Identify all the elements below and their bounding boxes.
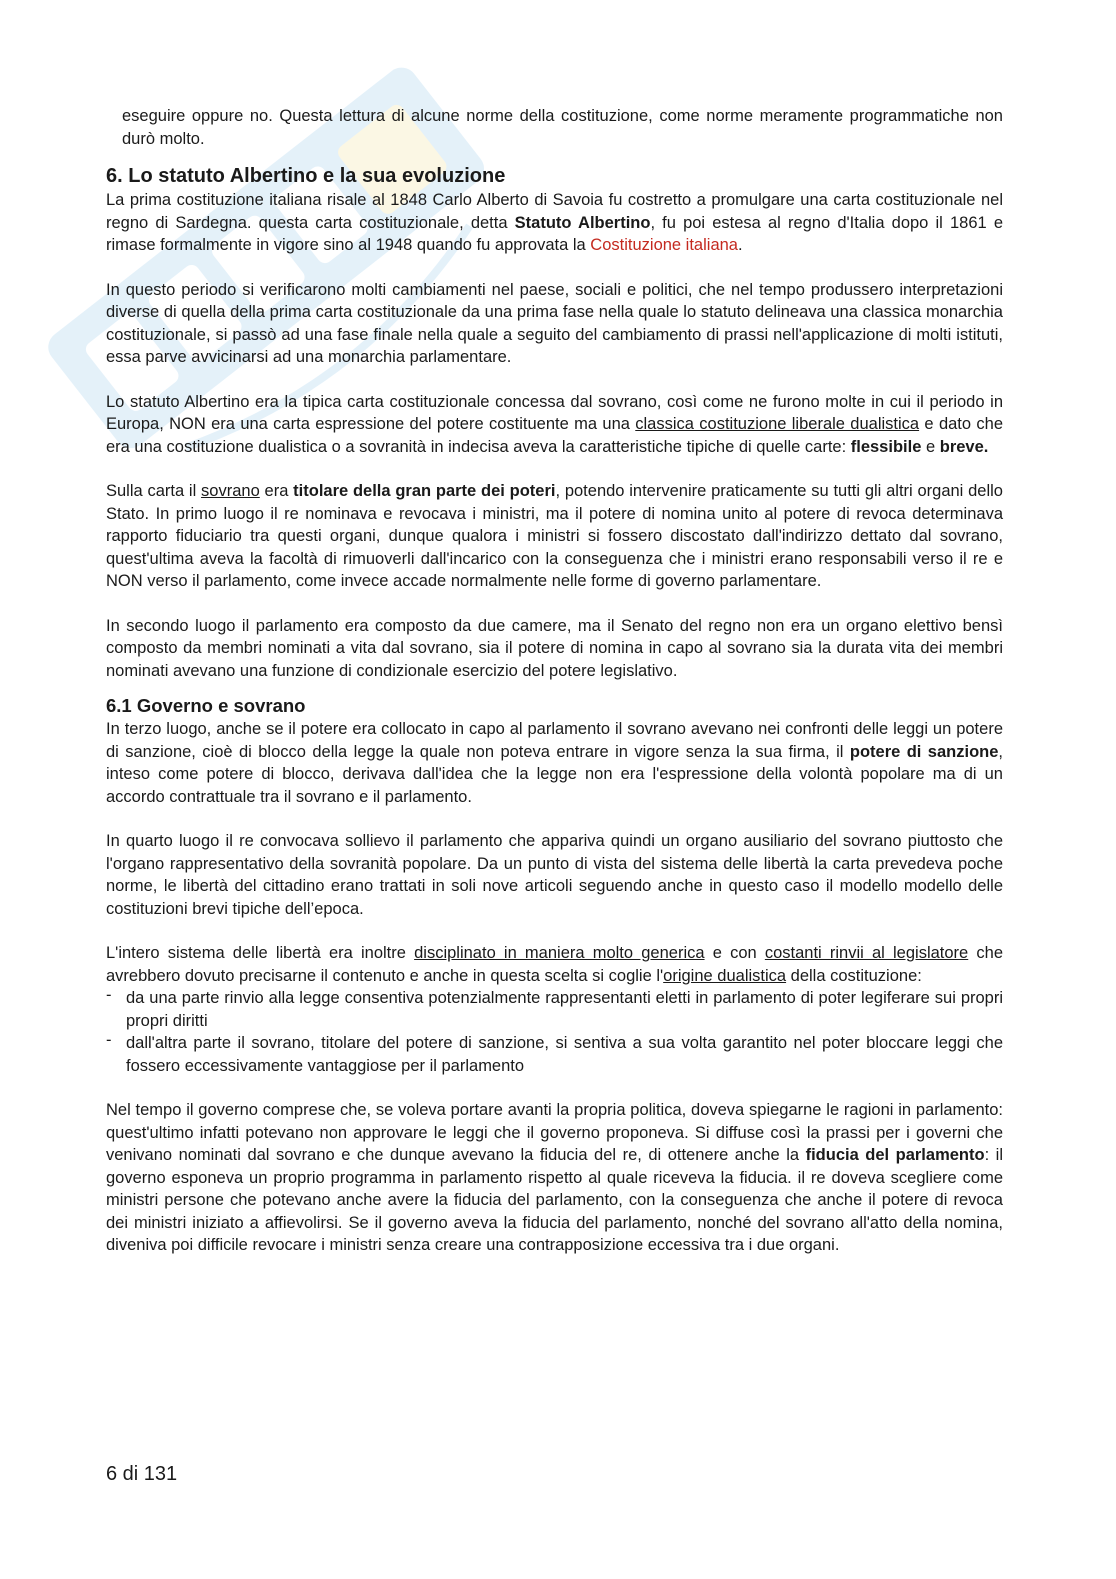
dash-bullet: - <box>106 1031 112 1049</box>
section-6-1-paragraph-2: In quarto luogo il re convocava sollievo il parlamento che appariva quindi un organo ausiliario del sovrano piuttosto che l'organo rappresentativo della sovranità popolare. Da un punto di vista del sistema delle libertà la carta prevedeva poche norme, le libertà del cittadino erano trattati in soli nove articoli seguendo anche in questo caso il modello modello delle costituzioni brevi tipiche dell’epoca. <box>106 832 1003 918</box>
section-6-1-paragraph-4: Nel tempo il governo comprese che, se voleva portare avanti la propria politica, doveva spiegarne le ragioni in parlamento: quest'ultimo infatti potevano non approvare le leggi che il governo proponeva. Si diffuse così la prassi per i governi che venivano nominati dal sovrano e che dunque avevano la fiducia del re, di ottenere anche la fiducia del parlamento: il governo esponeva un proprio programma in parlamento rispetto al quale riceveva la fiducia. il re doveva scegliere come ministri persone che potevano anche avere la fiducia del parlamento, con la conseguenza che anche il potere di revoca dei ministri iniziato a affievolirsi. Se il governo aveva la fiducia del parlamento, nonché del sovrano all'atto della nomina, diveniva poi difficile revocare i ministri senza creare una contrapposizione eccessiva tra i due organi. <box>106 1101 1004 1254</box>
section-6-1-heading: 6.1 Governo e sovrano <box>106 695 306 716</box>
page-content <box>106 105 1003 1257</box>
section-6-paragraph-4: Sulla carta il sovrano era titolare della gran parte dei poteri, potendo intervenire praticamente su tutti gli altri organi dello Stato. In primo luogo il re nominava e revocava i ministri, ma il potere di nomina unito al potere di revoca determinava rapporto fiduciario tra questi organi, dunque qualora i ministri si fossero discostato dall'indirizzo dettato dal sovrano, quest'ultima aveva la facoltà di rimuoverli dall'incarico con la conseguenza che i ministri erano responsabili verso il re e NON verso il parlamento, come invece accade normalmente nelle forme di governo parlamentare. <box>106 482 1003 590</box>
dash-bullet: - <box>106 986 112 1004</box>
section-6-1-paragraph-1: In terzo luogo, anche se il potere era collocato in capo al parlamento il sovrano avevano nei confronti delle leggi un potere di sanzione, cioè di blocco della legge la quale non poteva entrare in vigore senza la sua firma, il potere di sanzione, inteso come potere di blocco, derivava dall'idea che la legge non era l'espressione della volontà popolare ma di un accordo contrattuale tra il sovrano e il parlamento. <box>106 720 1003 806</box>
section-6-paragraph-2: In questo periodo si verificarono molti cambiamenti nel paese, sociali e politici, che nel tempo produssero interpretazioni diverse di quella della prima carta costituzionale da una prima fase nella quale lo statuto delineava una classica monarchia costituzionale, si passò ad una fase finale nella quale a seguito del cambiamento di prassi nell'applicazione di molti istituti, essa parve avvicinarsi ad una monarchia parlamentare. <box>106 280 1003 366</box>
section-6-heading: 6. Lo statuto Albertino e la sua evoluzione <box>106 165 506 187</box>
page-number: 6 di 131 <box>106 1463 178 1485</box>
dualistic-origin-list <box>106 987 1003 1077</box>
intro-paragraph: eseguire oppure no. Questa lettura di alcune norme della costituzione, come norme meramente programmatiche non durò molto. <box>122 107 1003 148</box>
section-6-paragraph-5: In secondo luogo il parlamento era composto da due camere, ma il Senato del regno non era un organo elettivo bensì composto da membri nominati a vita dal sovrano, sia il potere di nomina in capo al sovrano sia la durata vita dei membri nominati avevano una funzione di condizionale esercizio del potere legislativo. <box>106 616 1003 680</box>
list-item: - dall'altra parte il sovrano, titolare del potere di sanzione, si sentiva a sua volta garantito nel poter bloccare leggi che fossero eccessivamente vantaggiose per il parlamento <box>106 1031 1003 1075</box>
section-6-paragraph-3: Lo statuto Albertino era la tipica carta costituzionale concessa dal sovrano, così come ne furono molte in cui il periodo in Europa, NON era una carta espressione del potere costituente ma una classica costituzione liberale dualistica e dato che era una costituzione dualistica o a sovranità in indecisa aveva la caratteristiche tipiche di quelle carte: flessibile e breve. <box>106 392 1004 456</box>
section-6-1-paragraph-3: L'intero sistema delle libertà era inoltre disciplinato in maniera molto generica e con costanti rinvii al legislatore che avrebbero dovuto precisarne il contenuto e anche in questa scelta si coglie l'origine dualistica della costituzione: <box>106 944 1004 985</box>
section-6-paragraph-1: La prima costituzione italiana risale al 1848 Carlo Alberto di Savoia fu costretto a promulgare una carta costituzionale nel regno di Sardegna. questa carta costituzionale, detta Statuto Albertino, fu poi estesa al regno d'Italia dopo il 1861 e rimase formalmente in vigore sino al 1948 quando fu approvata la Costituzione italiana. <box>106 191 1003 254</box>
list-item: - da una parte rinvio alla legge consentiva potenzialmente rappresentanti eletti in parlamento di poter legiferare sui propri propri diritti <box>106 986 1003 1030</box>
costituzione-italiana-link[interactable]: Costituzione italiana <box>590 236 738 254</box>
